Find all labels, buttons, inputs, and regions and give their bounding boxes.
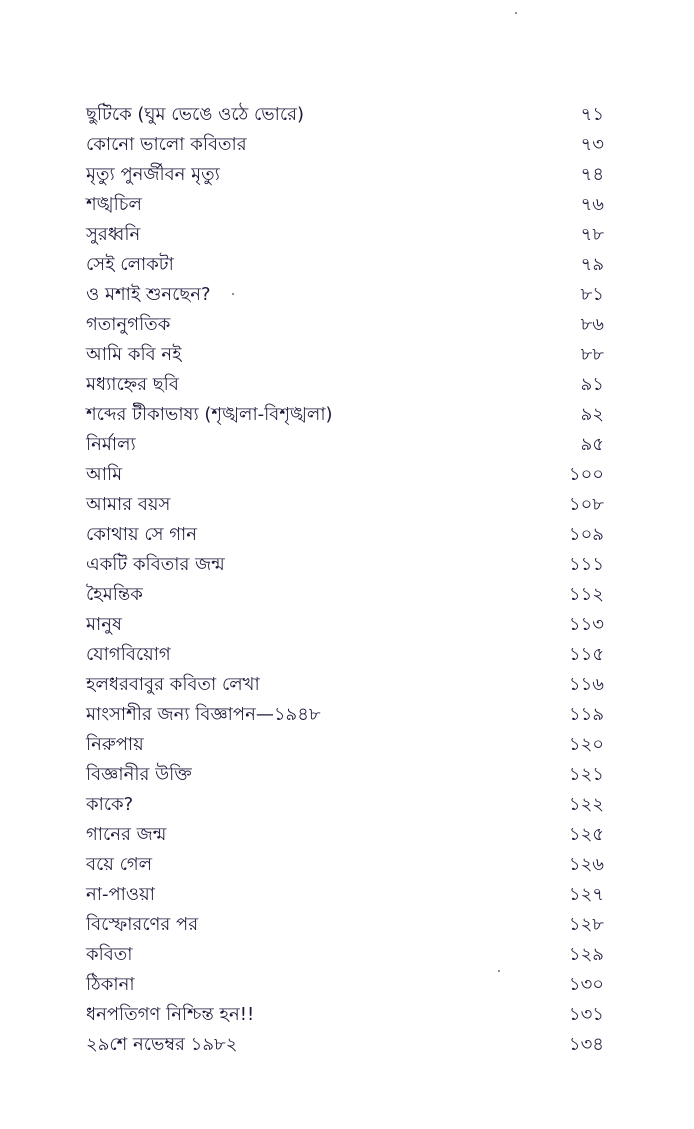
toc-entry-title: গতানুগতিক <box>86 314 171 335</box>
toc-entry-title: কোনো ভালো কবিতার <box>86 134 247 155</box>
toc-entry-page-number: ৭৬ <box>580 194 604 215</box>
toc-entry-page-number: ১১৯ <box>568 704 604 725</box>
toc-entry-title: শঙ্খচিল <box>86 194 142 215</box>
toc-entry-title: একটি কবিতার জন্ম <box>86 554 225 575</box>
toc-entry-title: ২৯শে নভেম্বর ১৯৮২ <box>86 1034 238 1055</box>
toc-entry-page-number: ১৩১ <box>568 1004 604 1025</box>
toc-entry-title: ছুটিকে (ঘুম ভেঙে ওঠে ভোরে) <box>86 104 305 125</box>
toc-entry-title: বিস্ফোরণের পর <box>86 914 199 935</box>
toc-entry-title: না-পাওয়া <box>86 884 155 905</box>
toc-entry-title: নিরুপায় <box>86 734 144 755</box>
toc-entry-title: মাংসাশীর জন্য বিজ্ঞাপন—১৯৪৮ <box>86 704 321 725</box>
toc-entry-page-number: ৮৬ <box>580 314 604 335</box>
toc-entry <box>86 700 604 730</box>
toc-entry <box>86 460 604 490</box>
toc-entry <box>86 970 604 1000</box>
toc-entry <box>86 310 604 340</box>
toc-entry <box>86 100 604 130</box>
toc-entry <box>86 910 604 940</box>
toc-entry-page-number: ৯২ <box>580 404 604 425</box>
toc-entry-page-number: ১০৮ <box>568 494 604 515</box>
toc-entry-title: যোগবিয়োগ <box>86 644 171 665</box>
toc-entry-title: আমি <box>86 464 123 485</box>
toc-entry <box>86 190 604 220</box>
toc-entry-title: শব্দের টীকাভাষ্য (শৃঙ্খলা-বিশৃঙ্খলা) <box>86 404 333 425</box>
toc-entry-page-number: ১২৫ <box>568 824 604 845</box>
toc-entry-page-number: ১৩৪ <box>568 1034 604 1055</box>
toc-entry-title: সুরধ্বনি <box>86 224 141 245</box>
toc-entry-title: ধনপতিগণ নিশ্চিন্ত হন!! <box>86 1004 255 1025</box>
toc-entry-title: বিজ্ঞানীর উক্তি <box>86 764 192 785</box>
toc-entry-page-number: ১১৫ <box>568 644 604 665</box>
toc-entry-title: মানুষ <box>86 614 122 635</box>
paper-speck <box>232 293 234 295</box>
toc-entry-page-number: ১২৯ <box>568 944 604 965</box>
toc-entry-page-number: ৯৫ <box>580 434 604 455</box>
toc-entry <box>86 550 604 580</box>
toc-entry-page-number: ১২০ <box>568 734 604 755</box>
toc-entry-title: গানের জন্ম <box>86 824 167 845</box>
toc-entry <box>86 250 604 280</box>
toc-entry-page-number: ১১৩ <box>568 614 604 635</box>
toc-entry <box>86 760 604 790</box>
toc-entry-page-number: ৭৮ <box>580 224 604 245</box>
toc-entry <box>86 610 604 640</box>
toc-entry-page-number: ১১১ <box>568 554 604 575</box>
toc-entry-page-number: ৮১ <box>580 284 604 305</box>
toc-entry-title: আমার বয়স <box>86 494 171 515</box>
toc-entry-title: কবিতা <box>86 944 133 965</box>
toc-entry-title: আমি কবি নই <box>86 344 182 365</box>
toc-entry <box>86 790 604 820</box>
toc-entry-page-number: ১২২ <box>568 794 604 815</box>
toc-entry-page-number: ১২১ <box>568 764 604 785</box>
toc-entry <box>86 130 604 160</box>
toc-entry-title: বয়ে গেল <box>86 854 153 875</box>
toc-entry-page-number: ৮৮ <box>580 344 604 365</box>
paper-speck <box>498 970 500 972</box>
toc-entry <box>86 430 604 460</box>
toc-entry <box>86 220 604 250</box>
toc-entry <box>86 670 604 700</box>
toc-entry-page-number: ১২৭ <box>568 884 604 905</box>
toc-entry-title: নির্মাল্য <box>86 434 136 455</box>
toc-entry-title: মৃত্যু পুনর্জীবন মৃত্যু <box>86 164 220 185</box>
toc-entry-title: সেই লোকটা <box>86 254 174 275</box>
toc-entry-title: মধ্যাহ্নের ছবি <box>86 374 179 395</box>
toc-entry <box>86 820 604 850</box>
toc-entry-page-number: ১০০ <box>568 464 604 485</box>
toc-entry <box>86 340 604 370</box>
toc-entry <box>86 850 604 880</box>
toc-entry-page-number: ১১৬ <box>568 674 604 695</box>
toc-entry-page-number: ৭১ <box>580 104 604 125</box>
toc-entry-title: হৈমন্তিক <box>86 584 143 605</box>
toc-entry-title: কাকে? <box>86 794 134 815</box>
toc-entry-title: কোথায় সে গান <box>86 524 197 545</box>
toc-entry-page-number: ১৩০ <box>568 974 604 995</box>
toc-entry <box>86 370 604 400</box>
toc-entry-title: হলধরবাবুর কবিতা লেখা <box>86 674 260 695</box>
toc-entry-page-number: ৯১ <box>580 374 604 395</box>
toc-entry <box>86 490 604 520</box>
toc-entry-page-number: ১২৮ <box>568 914 604 935</box>
toc-entry <box>86 940 604 970</box>
toc-entry <box>86 280 604 310</box>
toc-entry-title: ঠিকানা <box>86 974 135 995</box>
toc-entry <box>86 400 604 430</box>
toc-entry <box>86 1000 604 1030</box>
toc-entry-page-number: ৭৯ <box>580 254 604 275</box>
toc-entry <box>86 640 604 670</box>
toc-entry <box>86 1030 604 1060</box>
toc-entry-page-number: ১০৯ <box>568 524 604 545</box>
toc-entry <box>86 160 604 190</box>
paper-speck <box>515 12 517 14</box>
toc-entry <box>86 880 604 910</box>
toc-entry-title: ও মশাই শুনছেন? <box>86 284 211 305</box>
toc-entry-page-number: ৭৩ <box>580 134 604 155</box>
toc-entry <box>86 580 604 610</box>
toc-entry <box>86 730 604 760</box>
toc-entry-page-number: ১২৬ <box>568 854 604 875</box>
toc-entry-page-number: ৭৪ <box>580 164 604 185</box>
table-of-contents <box>86 100 604 1060</box>
toc-entry-page-number: ১১২ <box>568 584 604 605</box>
toc-entry <box>86 520 604 550</box>
